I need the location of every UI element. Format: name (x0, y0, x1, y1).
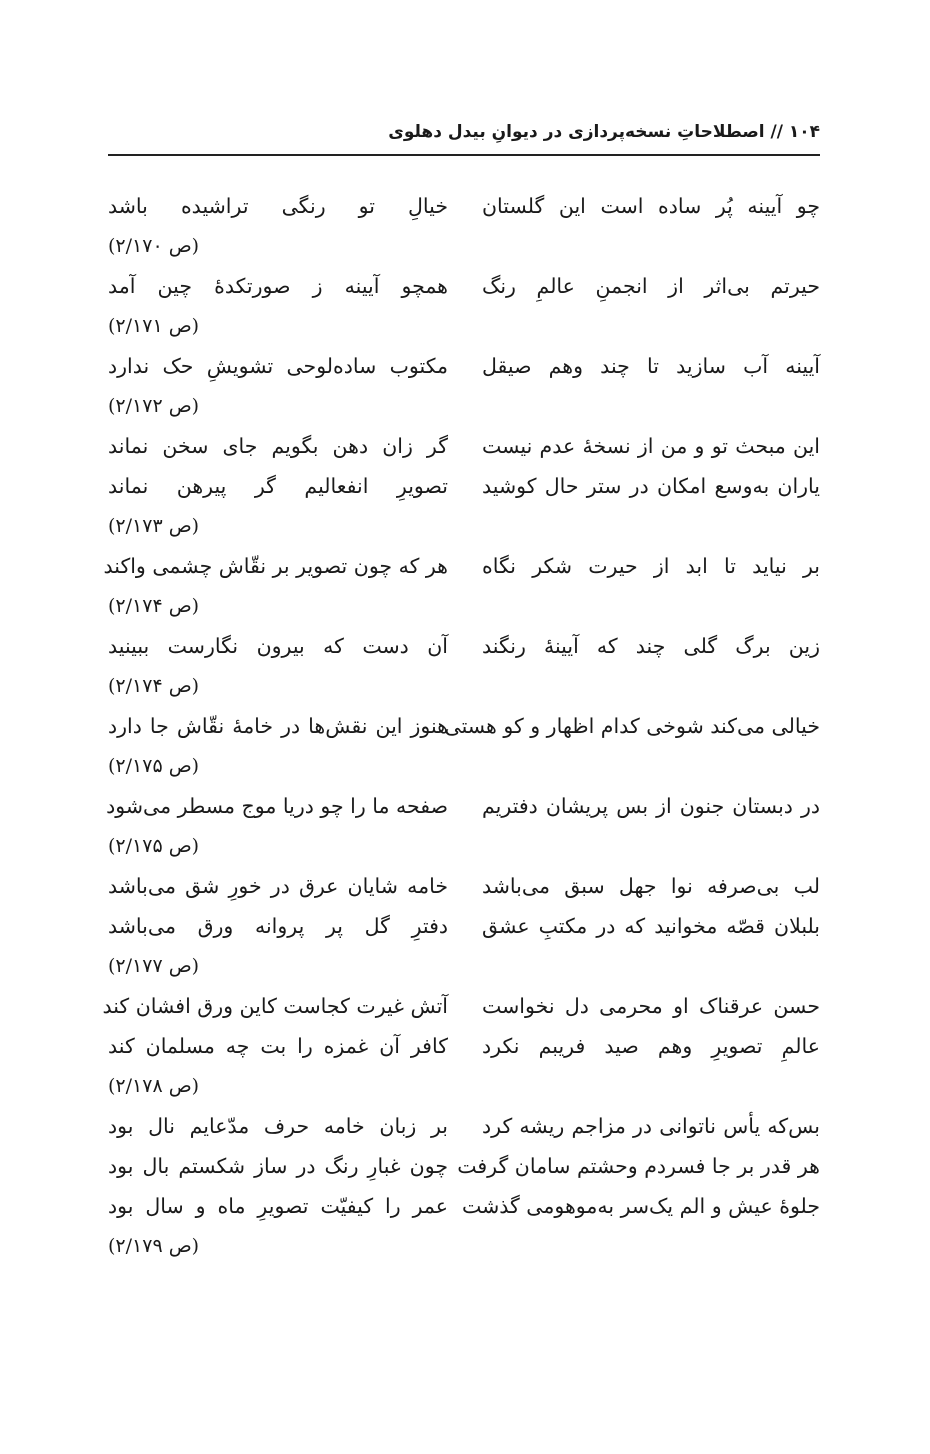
header-title: ۱۰۴ // اصطلاحاتِ نسخه‌پردازی در دیوانِ بیدل دهلوی (388, 122, 820, 142)
page-reference-row (108, 586, 820, 626)
couplet-row (108, 266, 820, 306)
first-hemistich: جلوهٔ عیش و الم یک‌سر به‌موهومی گذشت (461, 1194, 820, 1218)
second-hemistich: مکتوب ساده‌لوحی تشویشِ حک ندارد (108, 354, 448, 378)
couplet-row (108, 786, 820, 826)
page-reference-row (108, 826, 820, 866)
first-hemistich: حسن عرقناک او محرمی دل نخواست (482, 994, 820, 1018)
second-hemistich: بر زبان خامه حرف مدّعایم نال بود (108, 1114, 448, 1138)
first-hemistich: در دبستان جنون از بس پریشان دفتریم (482, 794, 820, 818)
page-reference: (ص ۲/۱۷۱) (108, 315, 200, 337)
second-hemistich: هر که چون تصویر بر نقّاش چشمی واکند (103, 554, 448, 578)
couplet-row (108, 706, 820, 746)
first-hemistich: عالمِ تصویرِ وهم صید فریبم نکرد (482, 1034, 820, 1058)
page-reference-row (108, 746, 820, 786)
couplet-row (108, 626, 820, 666)
first-hemistich: این مبحث تو و من از نسخهٔ عدم نیست (482, 434, 820, 458)
page-reference-row (108, 946, 820, 986)
page-reference: (ص ۲/۱۷۷) (108, 955, 200, 977)
first-hemistich: بس‌که یأس ناتوانی در مزاجم ریشه کرد (482, 1114, 820, 1138)
couplet-row (108, 1146, 820, 1186)
couplet-row (102, 986, 820, 1026)
poem-body (102, 186, 820, 1266)
page-reference-row (108, 666, 820, 706)
second-hemistich: آتش غیرت کجاست کاین ورق افشان کند (102, 994, 448, 1018)
first-hemistich: زین برگ گلی چند که آیینهٔ رنگند (482, 634, 820, 658)
page-header (108, 118, 820, 156)
second-hemistich: کافر آن غمزه را بت چه مسلمان کند (108, 1034, 448, 1058)
couplet-row (108, 1186, 820, 1226)
couplet-row (108, 466, 820, 506)
couplet-row (103, 546, 820, 586)
first-hemistich: بلبلان قصّه مخوانید که در مکتبِ عشق (482, 914, 820, 938)
page-reference-row (108, 386, 820, 426)
page-reference: (ص ۲/۱۷۰) (108, 235, 200, 257)
page-reference-row (108, 1226, 820, 1266)
second-hemistich: دفترِ گل پر پروانه ورق می‌باشد (108, 914, 448, 938)
page-reference: (ص ۲/۱۷۸) (108, 1075, 200, 1097)
page-reference-row (108, 306, 820, 346)
couplet-row (108, 346, 820, 386)
first-hemistich: خیالی می‌کند شوخی کدام اظهار و کو هستی (444, 714, 820, 738)
first-hemistich: چو آیینه پُر ساده است این گلستان (482, 194, 820, 218)
page-reference: (ص ۲/۱۷۴) (108, 675, 200, 697)
page-reference-row (108, 506, 820, 546)
page-reference: (ص ۲/۱۷۵) (108, 835, 200, 857)
first-hemistich: آیینه آب سازید تا چند وهم صیقل (482, 354, 820, 378)
couplet-row (108, 906, 820, 946)
first-hemistich: یاران به‌وسع امکان در ستر حال کوشید (482, 474, 820, 498)
first-hemistich: بر نیاید تا ابد از حیرت شکر نگاه (482, 554, 820, 578)
second-hemistich: آن دست که بیرون نگارست ببینید (108, 634, 448, 658)
couplet-row (108, 186, 820, 226)
second-hemistich: خامه شایان عرق در خورِ شق می‌باشد (108, 874, 448, 898)
page-reference: (ص ۲/۱۷۲) (108, 395, 200, 417)
second-hemistich: گر زان دهن بگویم جای سخن نماند (108, 434, 448, 458)
couplet-row (108, 1026, 820, 1066)
couplet-row (108, 866, 820, 906)
second-hemistich: عمر را کیفیّت تصویرِ ماه و سال بود (108, 1194, 448, 1218)
second-hemistich: همچو آیینه ز صورتکدهٔ چین آمد (108, 274, 448, 298)
first-hemistich: حیرتم بی‌اثر از انجمنِ عالمِ رنگ (482, 274, 820, 298)
page-reference: (ص ۲/۱۷۳) (108, 515, 200, 537)
second-hemistich: صفحه ما را چو دریا موج مسطر می‌شود (106, 794, 448, 818)
second-hemistich: خیالِ تو رنگی تراشیده باشد (108, 194, 448, 218)
first-hemistich: هر قدر بر جا فسردم وحشتم سامان گرفت (457, 1154, 820, 1178)
first-hemistich: لب بی‌صرفه نوا جهل سبق می‌باشد (482, 874, 820, 898)
page-reference: (ص ۲/۱۷۴) (108, 595, 200, 617)
page-reference-row (108, 226, 820, 266)
page-reference: (ص ۲/۱۷۵) (108, 755, 200, 777)
page-reference-row (108, 1066, 820, 1106)
second-hemistich: چون غبارِ رنگ در ساز شکستم بال بود (108, 1154, 448, 1178)
page-reference: (ص ۲/۱۷۹) (108, 1235, 200, 1257)
couplet-row (108, 1106, 820, 1146)
second-hemistich: تصویرِ انفعالیم گر پیرهن نماند (108, 474, 448, 498)
second-hemistich: هنوز این نقش‌ها در خامهٔ نقّاش جا دارد (108, 714, 448, 738)
couplet-row (108, 426, 820, 466)
